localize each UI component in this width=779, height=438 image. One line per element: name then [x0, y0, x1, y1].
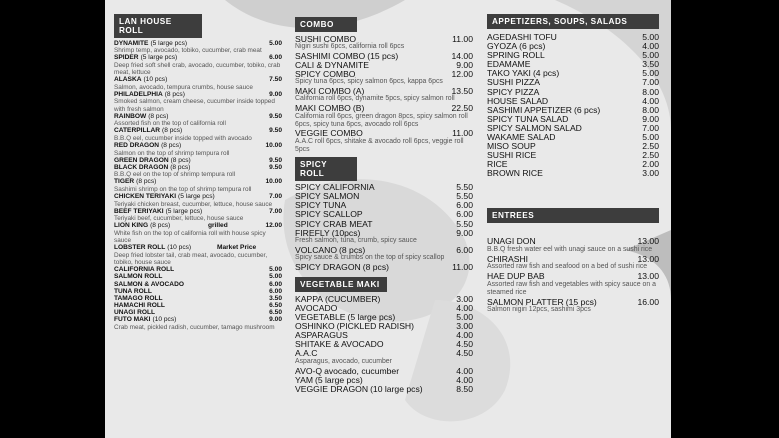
item-price: 5.00 — [642, 50, 659, 61]
menu-item — [114, 317, 282, 324]
item-title: AVO-Q — [295, 365, 323, 376]
item-title: AGEDASHI TOFU — [487, 32, 557, 42]
item-price: 5.00 — [456, 312, 473, 323]
menu-page — [105, 0, 671, 438]
menu-item — [114, 114, 282, 121]
item-name — [114, 92, 185, 99]
item-title: AVOCADO — [295, 303, 338, 313]
item-qty: (5 large pcs) — [314, 374, 363, 385]
menu-item — [114, 128, 282, 135]
item-title: SPIDER — [114, 54, 139, 62]
section-header: APPETIZERS, SOUPS, SALADS — [487, 14, 659, 29]
item-qty: (B) — [352, 102, 365, 113]
item-title: SALMON ROLL — [114, 273, 163, 281]
combo-section — [295, 14, 473, 154]
item-title: MAKI COMBO — [295, 102, 351, 113]
item-qty: (5 large pcs) — [178, 192, 215, 200]
item-description: Assorted fish on the top of california roll — [114, 120, 226, 128]
item-qty: (8 pcs) — [162, 127, 183, 135]
item-title: CATERPILLAR — [114, 127, 161, 135]
item-price: 4.00 — [456, 365, 473, 376]
item-price: 6.00 — [456, 200, 473, 211]
item-price: 9.00 — [456, 59, 473, 70]
item-name — [114, 77, 167, 84]
item-title: VOLCANO — [295, 244, 338, 255]
item-qty: (10pcs) — [331, 227, 361, 238]
item-price: 4.00 — [456, 303, 473, 313]
item-description: White fish on the top of california roll with house spicy sauce — [114, 229, 266, 245]
item-name — [295, 87, 364, 96]
item-title: SPICY CRAB MEAT — [295, 218, 373, 229]
item-title: HAE DUP BAB — [487, 271, 545, 282]
item-price: 11.00 — [452, 261, 473, 272]
item-qty: (5 large pcs) — [150, 39, 188, 47]
item-price: 6.00 — [456, 244, 473, 255]
appetizers-column — [487, 14, 659, 314]
item-title: VEGGIE COMBO — [295, 128, 363, 139]
menu-item — [295, 87, 473, 96]
item-title: CALIFORNIA ROLL — [114, 266, 175, 274]
item-qty: (PICKLED RADISH) — [336, 321, 414, 332]
item-qty: avocado, cucumber — [324, 365, 400, 376]
item-description: Smoked salmon, cream cheese, cucumber inside topped with fresh salmon — [114, 98, 275, 113]
item-description: B.B.Q eel on the top of shrimp tempura roll — [114, 171, 236, 179]
item-qty: (CUCUMBER) — [325, 293, 381, 304]
item-price: 8.50 — [456, 383, 473, 394]
item-description: Salmon on the top of shrimp tempura roll — [114, 149, 230, 157]
appetizers-section — [487, 14, 659, 178]
menu-item — [114, 165, 282, 172]
item-qty: (A) — [352, 85, 365, 96]
item-description: Deep fried lobster tail, crab meat, avocado, cucumber, tobiko, house sauce — [114, 251, 268, 267]
item-qty: (8 pcs) — [161, 142, 182, 150]
item-description: Assorted raw fish and vegetables with spicy sauce on a steamed rice — [487, 280, 656, 296]
item-description: Salmon, avocado, tempura crumbs, house sauce — [114, 83, 253, 91]
menu-item — [295, 340, 473, 349]
menu-item — [487, 151, 659, 160]
item-name — [114, 114, 168, 121]
menu-item — [295, 104, 473, 113]
item-title: YAM — [295, 374, 313, 385]
item-description: Spicy tuna 6pcs, spicy salmon 6pcs, kappa 6pcs — [295, 78, 443, 86]
item-description: California roll 6pcs, green dragon 8pcs, spicy salmon roll 6pcs, spicy tuna 6pcs, avocado roll 6pcs — [295, 112, 468, 128]
item-title: VEGETABLE — [295, 312, 346, 323]
item-description: Shrimp temp, avocado, tobiko, cucumber, crab meat — [114, 47, 262, 55]
item-title: EDAMAME — [487, 59, 531, 70]
item-title: FIREFLY — [295, 227, 330, 238]
item-qty: (15 pcs) — [565, 296, 597, 307]
item-price: 6.00 — [269, 54, 282, 62]
lan_house_roll-section — [114, 14, 282, 331]
item-price: 4.00 — [456, 374, 473, 385]
item-name — [295, 104, 364, 113]
item-title: SASHIMI APPETIZER — [487, 104, 573, 115]
item-name — [114, 128, 182, 135]
item-qty: (8 pcs) — [339, 244, 366, 255]
combo-column — [295, 14, 473, 393]
item-title: FUTO MAKI — [114, 315, 151, 323]
item-price: 13.00 — [637, 271, 659, 282]
item-price: 13.00 — [637, 253, 659, 264]
item-price: 12.00 — [451, 68, 473, 79]
item-price: 2.50 — [642, 150, 659, 161]
item-description: Salmon nigiri 12pcs, sashimi 3pcs — [487, 306, 591, 314]
item-name — [295, 129, 363, 138]
item-price: 5.00 — [642, 68, 659, 79]
item-qty: (10 large pcs) — [370, 383, 423, 394]
item-name — [114, 55, 177, 62]
item-qty: (6 pcs) — [519, 41, 546, 52]
item-price: 16.00 — [637, 296, 659, 307]
menu-item — [295, 246, 473, 255]
item-description: Fresh salmon, tuna, crumb, spicy sauce — [295, 237, 417, 245]
item-title: SPICY TUNA — [295, 200, 347, 211]
menu-item — [114, 143, 282, 150]
item-title: SUSHI PIZZA — [487, 77, 541, 88]
item-name — [487, 272, 545, 281]
item-name — [487, 169, 543, 178]
item-price: 2.00 — [642, 159, 659, 170]
item-price: 3.50 — [269, 294, 282, 302]
item-qty: (8 pcs) — [362, 261, 390, 272]
menu-item — [295, 385, 473, 394]
item-price: 5.00 — [269, 266, 282, 274]
item-title: SALMON PLATTER — [487, 296, 564, 307]
item-title: SASHIMI COMBO — [295, 50, 366, 61]
lan-house-roll-column — [114, 14, 282, 331]
item-price: 4.00 — [456, 330, 473, 341]
item-price: 5.00 — [269, 39, 282, 47]
item-title: MISO SOUP — [487, 141, 536, 152]
item-price: 11.00 — [452, 33, 473, 44]
item-title: LION KING — [114, 222, 149, 230]
item-price: 9.50 — [269, 112, 282, 120]
item-title: A.A.C — [295, 348, 318, 359]
item-description: Spicy sauce & crumbs on the top of spicy scallop — [295, 254, 445, 262]
spicy_roll-section — [295, 157, 473, 272]
menu-item — [487, 298, 659, 307]
item-qty: (5 large pcs) — [165, 207, 203, 215]
item-title: WAKAME SALAD — [487, 132, 556, 143]
item-title: SPICY TUNA SALAD — [487, 113, 569, 124]
section-header: ENTREES — [487, 208, 659, 223]
item-title: DYNAMITE — [114, 39, 149, 47]
item-price: 9.00 — [269, 315, 282, 323]
item-price: 6.00 — [456, 209, 473, 220]
item-qty: (10 pcs) — [143, 76, 168, 84]
menu-item — [114, 92, 282, 99]
item-price: 5.00 — [642, 132, 659, 143]
item-price: 3.50 — [642, 59, 659, 70]
item-title: MAKI COMBO — [295, 85, 351, 96]
item-price: 13.00 — [637, 236, 659, 246]
item-name — [114, 194, 215, 201]
item-title: ASPARAGUS — [295, 330, 348, 341]
item-name — [487, 255, 528, 264]
item-title: HAMACHI ROLL — [114, 301, 165, 309]
item-description: Crab meat, pickled radish, cucumber, tamago mushroom — [114, 323, 275, 331]
section-header: LAN HOUSE ROLL — [114, 14, 202, 38]
menu-item — [295, 70, 473, 79]
item-price: 3.00 — [642, 168, 659, 179]
item-name — [487, 237, 536, 246]
item-price: 5.00 — [642, 32, 659, 42]
item-qty: (10 pcs) — [152, 315, 177, 323]
menu-item — [114, 245, 282, 252]
item-price: 9.50 — [269, 156, 282, 164]
item-name — [295, 385, 423, 394]
vegetable_maki-section — [295, 274, 473, 393]
menu-item — [487, 255, 659, 264]
item-price: 2.50 — [642, 141, 659, 152]
menu-item — [114, 77, 282, 84]
item-price: 6.50 — [269, 301, 282, 309]
item-price: 9.00 — [456, 227, 473, 238]
item-price: 9.00 — [642, 113, 659, 124]
item-title: LOBSTER ROLL — [114, 244, 166, 252]
item-price: 4.00 — [642, 95, 659, 106]
item-description: A.A.C roll 6pcs, shitake & avocado roll 6pcs, veggie roll 5pcs — [295, 137, 464, 153]
item-title: UNAGI ROLL — [114, 308, 156, 316]
item-title: UNAGI DON — [487, 236, 536, 246]
item-description: Teriyaki beef, cucumber, lettuce, house sauce — [114, 215, 244, 223]
item-price: 4.50 — [456, 339, 473, 350]
item-price: 3.00 — [456, 293, 473, 304]
item-price: 4.50 — [456, 348, 473, 359]
item-title: BEEF TERIYAKI — [114, 207, 164, 215]
item-title: SPICY DRAGON — [295, 261, 361, 272]
menu-item — [295, 349, 473, 358]
item-title: RICE — [487, 159, 508, 170]
item-name — [114, 143, 181, 150]
item-description: Deep fried soft shell crab, avocado, cucumber, tobiko, crab meat, lettuce — [114, 61, 281, 77]
item-price: 10.00 — [265, 142, 282, 150]
item-description: Asparagus, avocado, cucumber — [295, 358, 392, 366]
item-name — [295, 35, 356, 44]
menu-item — [114, 179, 282, 186]
item-title: SPRING ROLL — [487, 50, 545, 61]
item-name — [487, 298, 597, 307]
item-title: RED DRAGON — [114, 142, 160, 150]
item-title: PHILADELPHIA — [114, 90, 163, 98]
item-title: GREEN DRAGON — [114, 156, 169, 164]
menu-item — [295, 35, 473, 44]
menu-item — [295, 229, 473, 238]
item-title: HOUSE SALAD — [487, 95, 549, 106]
item-price: 9.50 — [269, 163, 282, 171]
item-price: 9.50 — [269, 127, 282, 135]
item-description: California roll 6pcs, dynamite 5pcs, spicy salmon roll — [295, 95, 455, 103]
item-title: CHIRASHI — [487, 253, 529, 264]
item-price: 5.50 — [456, 191, 473, 202]
item-title: SHITAKE & AVOCADO — [295, 339, 384, 350]
item-price: 5.50 — [456, 218, 473, 229]
menu-item — [487, 272, 659, 281]
item-title: ALASKA — [114, 76, 142, 84]
item-name — [295, 349, 317, 358]
item-name — [295, 263, 389, 272]
item-description: Sashimi shrimp on the top of shrimp tempura roll — [114, 185, 252, 193]
item-qty: (8 pcs) — [170, 156, 191, 164]
item-name — [114, 209, 202, 216]
item-title: CALI & DYNAMITE — [295, 59, 370, 70]
item-title: BROWN RICE — [487, 168, 543, 179]
item-name — [295, 246, 365, 255]
item-price: 12.00 — [265, 222, 282, 230]
item-qty: (5 large pcs) — [140, 54, 178, 62]
item-title: OSHINKO — [295, 321, 335, 332]
item-title: BLACK DRAGON — [114, 163, 169, 171]
item-price: 5.00 — [269, 273, 282, 281]
item-price: 10.00 — [265, 178, 282, 186]
item-name — [295, 229, 360, 238]
item-title: SUSHI RICE — [487, 150, 537, 161]
item-qty: (6 pcs) — [574, 104, 601, 115]
item-price: 7.00 — [642, 77, 659, 88]
item-description: Nigiri sushi 6pcs, california roll 6pcs — [295, 43, 405, 51]
menu-item — [295, 367, 473, 376]
item-note: Market Price — [216, 244, 257, 252]
item-qty: (4 pcs) — [532, 68, 560, 79]
item-title: SPICY SALMON — [295, 191, 360, 202]
item-price: 13.50 — [451, 85, 473, 96]
item-title: RAINBOW — [114, 112, 147, 120]
section-header: SPICY ROLL — [295, 157, 357, 181]
item-title: TIGER — [114, 178, 135, 186]
item-qty: (10 pcs) — [167, 244, 192, 252]
section-header: COMBO — [295, 17, 357, 32]
item-price: 7.00 — [642, 122, 659, 133]
menu-item — [114, 41, 282, 48]
section-header: VEGETABLE MAKI — [295, 277, 387, 292]
item-title: TAMAGO ROLL — [114, 294, 163, 302]
item-title: SPICY SCALLOP — [295, 209, 363, 220]
item-price: 11.00 — [452, 128, 473, 139]
item-price: 3.00 — [456, 321, 473, 332]
item-price: 6.50 — [269, 308, 282, 316]
item-qty: (15 pcs) — [367, 50, 399, 61]
item-description: Teriyaki chicken breast, cucumber, lettuce, house sauce — [114, 200, 273, 208]
item-name — [114, 165, 190, 172]
item-price: 14.00 — [451, 50, 473, 61]
item-qty: (5 large pcs) — [347, 312, 396, 323]
item-name — [114, 317, 176, 324]
menu-item — [114, 223, 282, 230]
item-title: KAPPA — [295, 293, 324, 304]
item-price: 5.50 — [456, 182, 473, 193]
item-title: CHICKEN TERIYAKI — [114, 192, 177, 200]
menu-item — [295, 263, 473, 272]
item-description: B.B.Q eel, cucumber inside topped with avocado — [114, 135, 252, 143]
item-title: SUSHI COMBO — [295, 33, 357, 44]
item-title: TAKO YAKI — [487, 68, 531, 79]
entrees-section — [487, 208, 659, 314]
item-qty: (8 pcs) — [136, 178, 157, 186]
menu-item — [295, 129, 473, 138]
item-name — [295, 70, 356, 79]
item-price: 8.00 — [642, 86, 659, 97]
item-price: 8.00 — [642, 104, 659, 115]
item-qty: (8 pcs) — [148, 112, 169, 120]
menu-item — [487, 237, 659, 246]
item-title: VEGGIE DRAGON — [295, 383, 369, 394]
item-name — [114, 245, 191, 252]
item-description: Assorted raw fish and seafood on a bed of sushi rice — [487, 263, 648, 271]
item-title: SPICY PIZZA — [487, 86, 540, 97]
item-qty: (8 pcs) — [150, 222, 171, 230]
item-name — [114, 41, 187, 48]
menu-item — [114, 194, 282, 201]
item-price: 22.50 — [451, 102, 473, 113]
item-price: 7.00 — [269, 192, 282, 200]
item-price: 4.00 — [642, 41, 659, 52]
item-name — [114, 223, 170, 230]
item-title: SPICY SALMON SALAD — [487, 122, 582, 133]
item-title: GYOZA — [487, 41, 518, 52]
item-price: 6.00 — [269, 280, 282, 288]
item-title: SPICY COMBO — [295, 68, 356, 79]
item-title: SPICY CALIFORNIA — [295, 182, 375, 193]
item-price: 6.00 — [269, 287, 282, 295]
menu-item — [114, 55, 282, 62]
item-qty: (8 pcs) — [170, 163, 191, 171]
item-name — [114, 179, 156, 186]
item-price: 9.00 — [269, 90, 282, 98]
item-price: 7.50 — [269, 76, 282, 84]
item-title: TUNA ROLL — [114, 287, 152, 295]
item-note: grilled — [207, 222, 228, 230]
item-title: SALMON & AVOCADO — [114, 280, 184, 288]
item-description: B.B.Q fresh water eel with unagi sauce on a sushi rice — [487, 245, 653, 253]
menu-item — [487, 169, 659, 178]
item-price: 7.00 — [269, 207, 282, 215]
menu-item — [114, 209, 282, 216]
item-qty: (8 pcs) — [164, 90, 185, 98]
